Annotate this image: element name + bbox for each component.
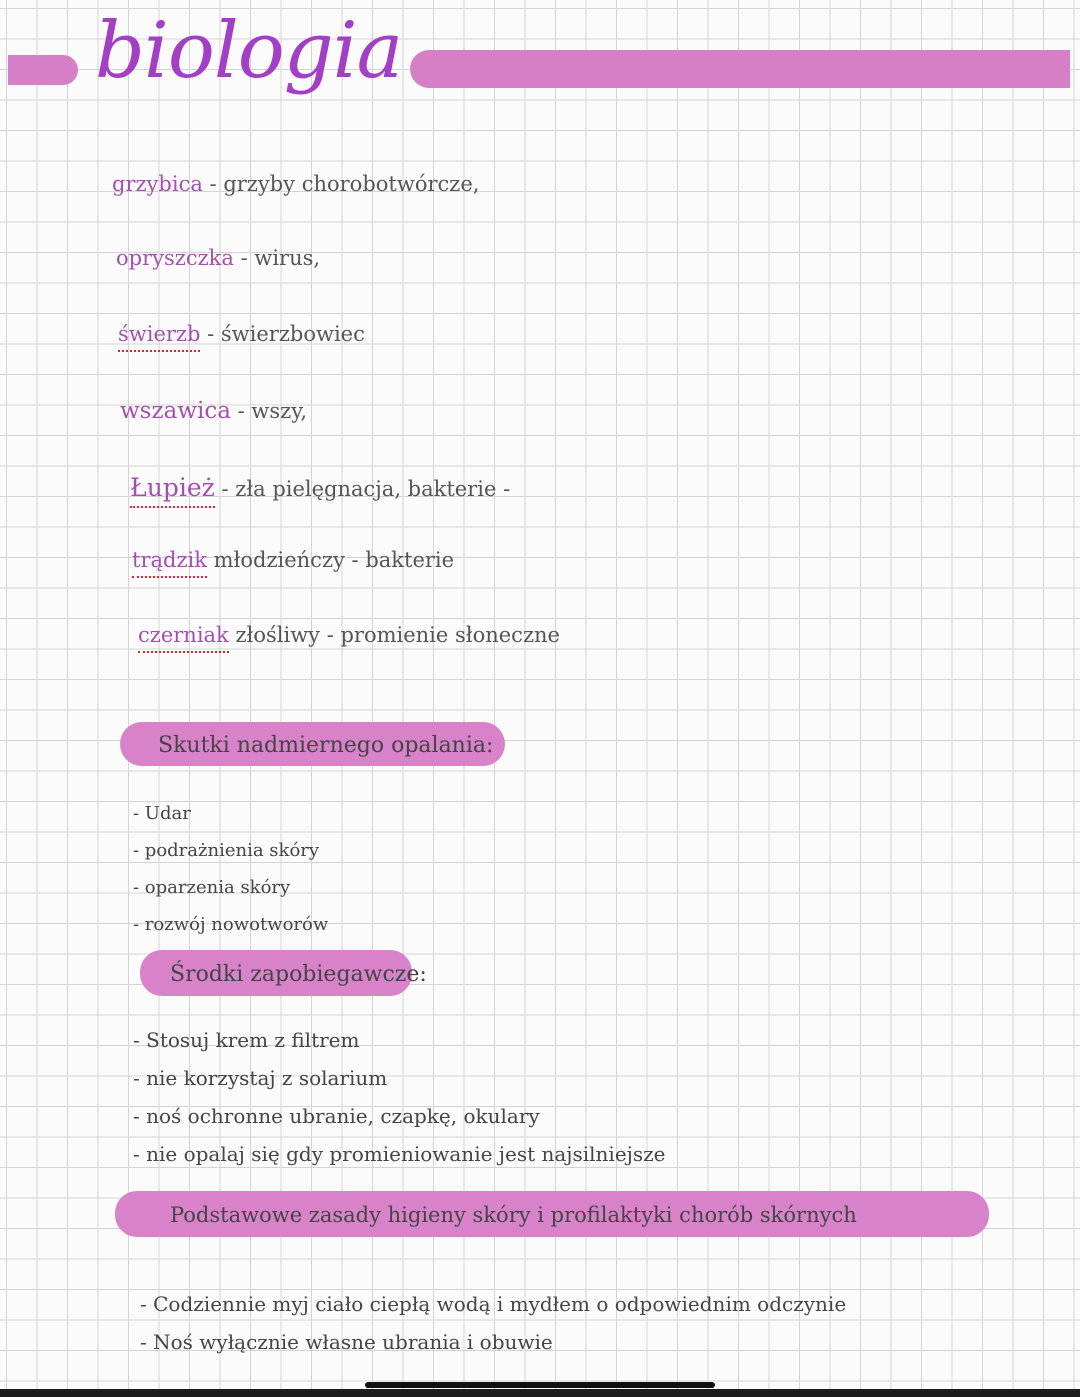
entry-desc: świerzbowiec	[220, 322, 365, 346]
list-item: - Codziennie myj ciało ciepłą wodą i mydłem o odpowiednim odczynie	[140, 1292, 847, 1316]
entry-desc: złośliwy - promienie słoneczne	[235, 623, 560, 647]
entry-term: czerniak	[138, 623, 229, 653]
entry-desc: młodzieńczy - bakterie	[213, 548, 455, 572]
entry-sep: -	[230, 399, 252, 423]
list-item: - nie korzystaj z solarium	[133, 1066, 388, 1090]
entry-term: świerzb	[118, 322, 200, 352]
entry-term: opryszczka	[116, 246, 234, 270]
list-item: - oparzenia skóry	[133, 877, 291, 898]
home-indicator	[365, 1382, 715, 1388]
list-item: - Stosuj krem z filtrem	[133, 1028, 360, 1052]
entry-desc: zła pielęgnacja, bakterie -	[235, 477, 511, 501]
entry-sep: -	[200, 322, 221, 346]
section2-heading: Środki zapobiegawcze:	[170, 962, 427, 987]
title-band-left	[8, 55, 78, 85]
list-item: - podrażnienia skóry	[133, 840, 320, 861]
entry-sep: -	[214, 477, 236, 501]
entry-3	[118, 322, 365, 346]
entry-2	[116, 246, 320, 270]
entry-term: trądzik	[132, 548, 207, 578]
entry-desc: grzyby chorobotwórcze,	[223, 172, 480, 196]
list-item: - noś ochronne ubranie, czapkę, okulary	[133, 1104, 540, 1128]
list-item: - Udar	[133, 803, 191, 824]
entry-6	[132, 548, 454, 572]
section1-heading: Skutki nadmiernego opalania:	[158, 733, 494, 758]
list-item: - nie opalaj się gdy promieniowanie jest najsilniejsze	[133, 1142, 666, 1166]
entry-desc: wszy,	[251, 399, 307, 423]
entry-term: wszawica	[120, 398, 231, 424]
entry-sep: -	[233, 246, 255, 270]
entry-term: Łupież	[130, 473, 215, 508]
entry-4	[120, 398, 307, 424]
page-title: biologia	[95, 6, 403, 96]
section3-heading: Podstawowe zasady higieny skóry i profilaktyki chorób skórnych	[170, 1203, 857, 1227]
entry-sep: -	[202, 172, 224, 196]
entry-term: grzybica	[112, 172, 203, 196]
bottom-strip	[0, 1389, 1080, 1397]
list-item: - Noś wyłącznie własne ubrania i obuwie	[140, 1330, 553, 1354]
list-item: - rozwój nowotworów	[133, 914, 329, 935]
title-band-right	[410, 50, 1070, 88]
entry-5	[130, 473, 510, 502]
entry-1	[112, 172, 479, 196]
entry-desc: wirus,	[254, 246, 321, 270]
entry-sep	[207, 548, 214, 572]
entry-7	[138, 623, 560, 647]
